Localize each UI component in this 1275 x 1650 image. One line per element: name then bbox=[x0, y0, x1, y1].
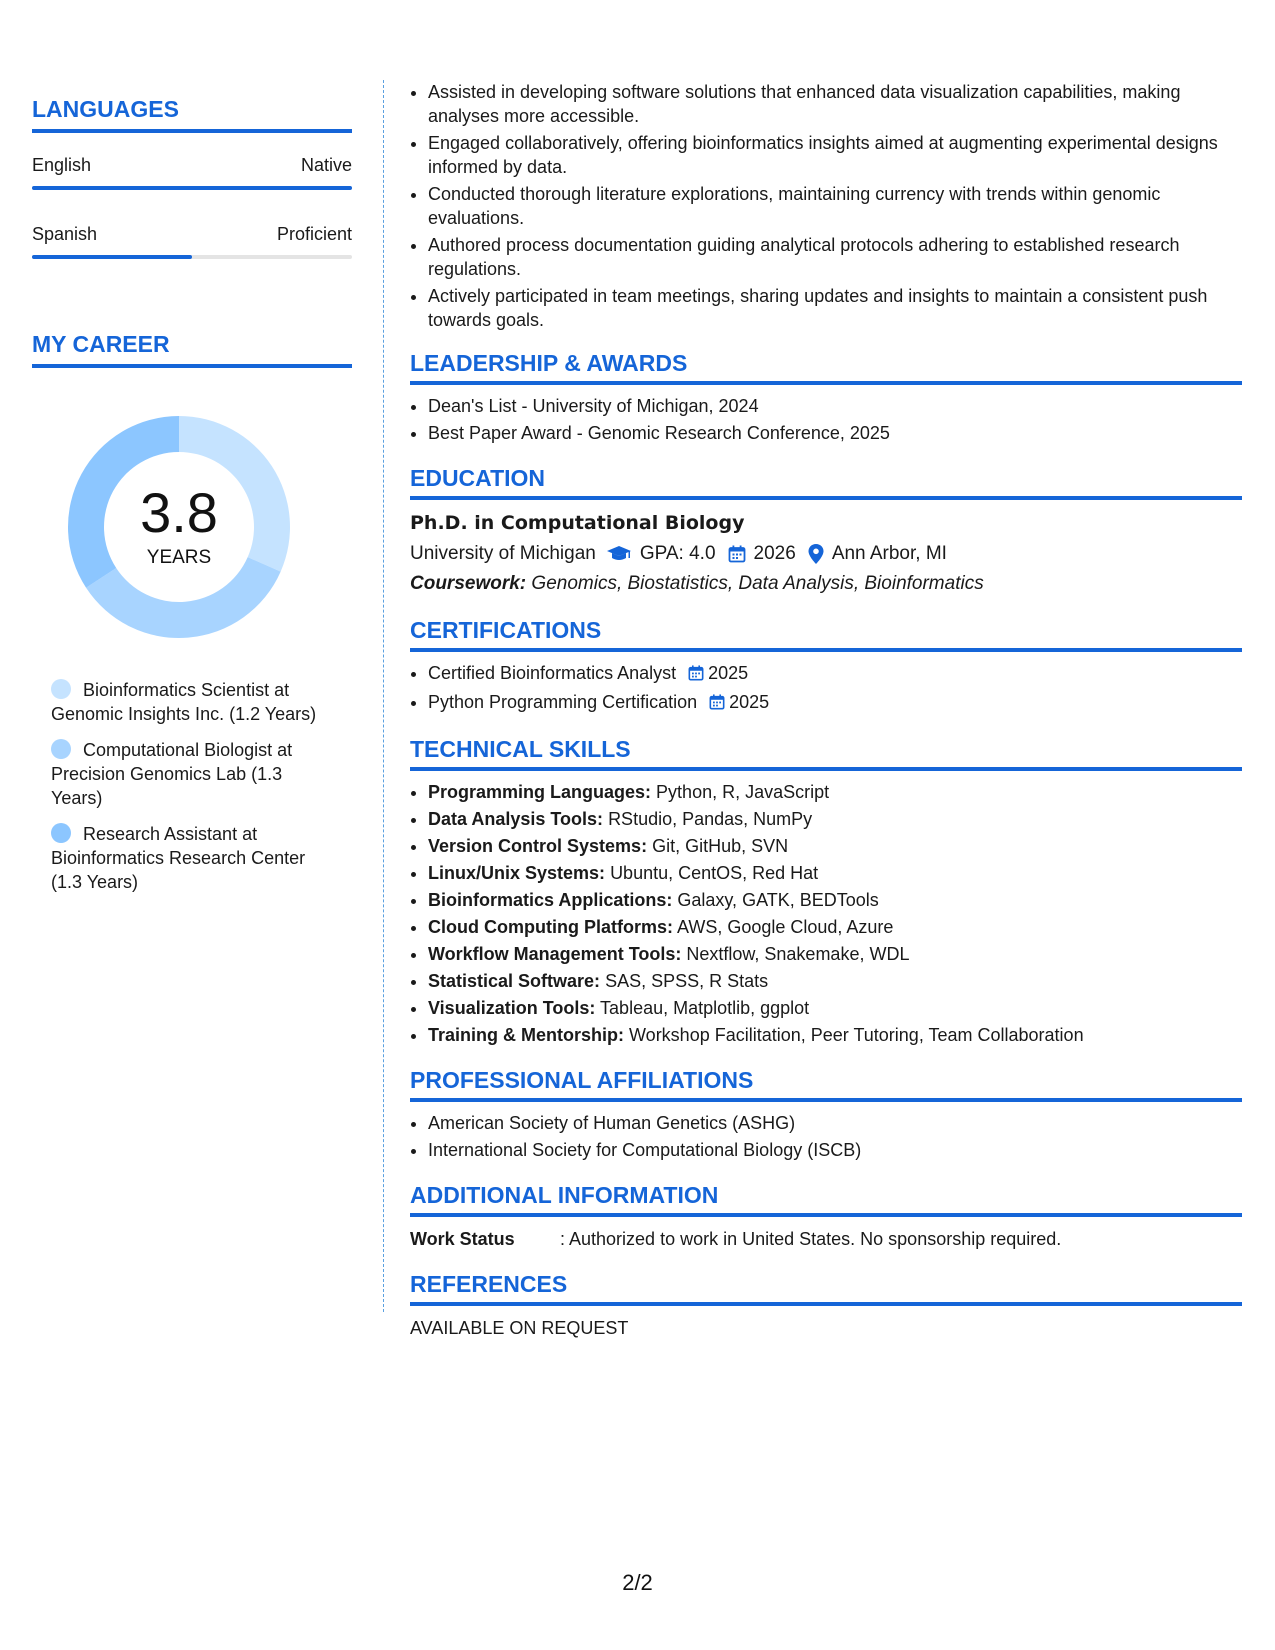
skill-item bbox=[428, 968, 1242, 995]
school-location: Ann Arbor, MI bbox=[831, 543, 947, 564]
list-item bbox=[428, 660, 1242, 689]
certification-year: 2025 bbox=[708, 663, 749, 683]
certification-name: Python Programming Certification bbox=[428, 692, 698, 712]
skill-item bbox=[428, 887, 1242, 914]
skill-values: Nextflow, Snakemake, WDL bbox=[686, 944, 910, 964]
legend-dot bbox=[51, 739, 71, 759]
skills-list bbox=[410, 779, 1242, 1049]
affiliations-list bbox=[410, 1110, 1242, 1164]
legend-label: Computational Biologist at Precision Genomics Lab (1.3 Years) bbox=[51, 740, 293, 808]
references-heading: REFERENCES bbox=[410, 1271, 1242, 1306]
graduation-cap-icon bbox=[606, 545, 632, 563]
legend-label: Bioinformatics Scientist at Genomic Insights Inc. (1.2 Years) bbox=[51, 680, 317, 724]
list-item bbox=[428, 689, 1242, 718]
career-years-unit: YEARS bbox=[146, 547, 212, 568]
gpa: GPA: 4.0 bbox=[639, 543, 716, 564]
skill-category: Statistical Software: bbox=[428, 971, 601, 991]
legend-dot bbox=[51, 823, 71, 843]
work-status-value: : Authorized to work in United States. No sponsorship required. bbox=[560, 1229, 1062, 1249]
language-level: Proficient bbox=[276, 224, 352, 244]
career-legend bbox=[51, 678, 321, 894]
skill-category: Linux/Unix Systems: bbox=[428, 863, 606, 883]
coursework-list: Genomics, Biostatistics, Data Analysis, Bioinformatics bbox=[531, 573, 984, 594]
skill-values: Workshop Facilitation, Peer Tutoring, Team Collaboration bbox=[629, 1025, 1084, 1045]
list-item: • Conducted thorough literature explorations, maintaining currency with trends within genomic evaluations. bbox=[428, 182, 1242, 230]
skill-values: Git, GitHub, SVN bbox=[652, 836, 789, 856]
language-level-bar bbox=[32, 255, 352, 259]
calendar-icon bbox=[728, 545, 746, 563]
leadership-heading: LEADERSHIP & AWARDS bbox=[410, 350, 1242, 385]
leadership-list bbox=[410, 393, 1242, 447]
language-name: Spanish bbox=[32, 224, 98, 244]
work-status-label: Work Status bbox=[410, 1229, 515, 1249]
calendar-icon bbox=[709, 691, 725, 718]
language-level-fill bbox=[32, 255, 192, 259]
career-heading: MY CAREER bbox=[32, 331, 352, 368]
legend-dot bbox=[51, 679, 71, 699]
calendar-icon bbox=[688, 662, 704, 689]
list-item: • Dean's List - University of Michigan, 2024 bbox=[428, 393, 1242, 420]
skill-item bbox=[428, 1022, 1242, 1049]
sidebar bbox=[32, 96, 352, 906]
coursework bbox=[410, 569, 1242, 599]
skill-category: Data Analysis Tools: bbox=[428, 809, 604, 829]
skills-heading: TECHNICAL SKILLS bbox=[410, 736, 1242, 771]
career-donut-chart bbox=[64, 412, 294, 642]
skill-category: Version Control Systems: bbox=[428, 836, 648, 856]
skill-item bbox=[428, 914, 1242, 941]
language-item bbox=[32, 224, 352, 259]
certification-name: Certified Bioinformatics Analyst bbox=[428, 663, 677, 683]
certifications-heading: CERTIFICATIONS bbox=[410, 617, 1242, 652]
skill-category: Workflow Management Tools: bbox=[428, 944, 682, 964]
skill-category: Programming Languages: bbox=[428, 782, 652, 802]
career-total-years: 3.8 bbox=[140, 481, 218, 544]
career-legend-item bbox=[51, 738, 321, 810]
skill-values: Galaxy, GATK, BEDTools bbox=[677, 890, 879, 910]
skill-values: Tableau, Matplotlib, ggplot bbox=[600, 998, 810, 1018]
languages-heading: LANGUAGES bbox=[32, 96, 352, 133]
skill-item bbox=[428, 779, 1242, 806]
skill-category: Visualization Tools: bbox=[428, 998, 596, 1018]
skill-category: Cloud Computing Platforms: bbox=[428, 917, 673, 937]
responsibilities-list bbox=[410, 80, 1242, 332]
list-item: • International Society for Computational Biology (ISCB) bbox=[428, 1137, 1242, 1164]
language-name: English bbox=[32, 155, 92, 175]
skill-values: Python, R, JavaScript bbox=[656, 782, 830, 802]
skill-values: RStudio, Pandas, NumPy bbox=[608, 809, 813, 829]
school-name: University of Michigan bbox=[410, 543, 596, 564]
education-heading: EDUCATION bbox=[410, 465, 1242, 500]
skill-category: Bioinformatics Applications: bbox=[428, 890, 673, 910]
page-number: 2/2 bbox=[622, 1570, 653, 1595]
location-pin-icon bbox=[808, 544, 824, 564]
education-details bbox=[410, 538, 1242, 569]
skill-item bbox=[428, 941, 1242, 968]
skill-values: Ubuntu, CentOS, Red Hat bbox=[610, 863, 819, 883]
coursework-label: Coursework: bbox=[410, 573, 527, 594]
list-item: • Assisted in developing software solutions that enhanced data visualization capabilities, making analyses more accessible. bbox=[428, 80, 1242, 128]
references-text: AVAILABLE ON REQUEST bbox=[410, 1318, 629, 1338]
skill-values: SAS, SPSS, R Stats bbox=[605, 971, 769, 991]
skill-item bbox=[428, 860, 1242, 887]
language-level-bar bbox=[32, 186, 352, 190]
certification-year: 2025 bbox=[729, 692, 770, 712]
language-level: Native bbox=[300, 155, 352, 175]
work-status-row bbox=[410, 1225, 1242, 1253]
language-item bbox=[32, 155, 352, 190]
main-content bbox=[410, 80, 1242, 1342]
list-item: • Actively participated in team meetings, sharing updates and insights to maintain a consistent push towards goals. bbox=[428, 284, 1242, 332]
legend-label: Research Assistant at Bioinformatics Research Center (1.3 Years) bbox=[51, 824, 306, 892]
affiliations-heading: PROFESSIONAL AFFILIATIONS bbox=[410, 1067, 1242, 1102]
degree-title: Ph.D. in Computational Biology bbox=[410, 512, 745, 534]
column-divider bbox=[383, 80, 384, 1312]
skill-item bbox=[428, 833, 1242, 860]
career-legend-item bbox=[51, 822, 321, 894]
certifications-list bbox=[410, 660, 1242, 718]
list-item: • Engaged collaboratively, offering bioinformatics insights aimed at augmenting experimental designs informed by data. bbox=[428, 131, 1242, 179]
list-item: • Authored process documentation guiding analytical protocols adhering to established research regulations. bbox=[428, 233, 1242, 281]
skill-category: Training & Mentorship: bbox=[428, 1025, 624, 1045]
list-item: • American Society of Human Genetics (ASHG) bbox=[428, 1110, 1242, 1137]
graduation-year: 2026 bbox=[753, 543, 796, 564]
career-legend-item bbox=[51, 678, 321, 726]
skill-item bbox=[428, 995, 1242, 1022]
list-item: • Best Paper Award - Genomic Research Conference, 2025 bbox=[428, 420, 1242, 447]
additional-info-heading: ADDITIONAL INFORMATION bbox=[410, 1182, 1242, 1217]
language-level-fill bbox=[32, 186, 352, 190]
skill-values: AWS, Google Cloud, Azure bbox=[677, 917, 894, 937]
skill-item bbox=[428, 806, 1242, 833]
